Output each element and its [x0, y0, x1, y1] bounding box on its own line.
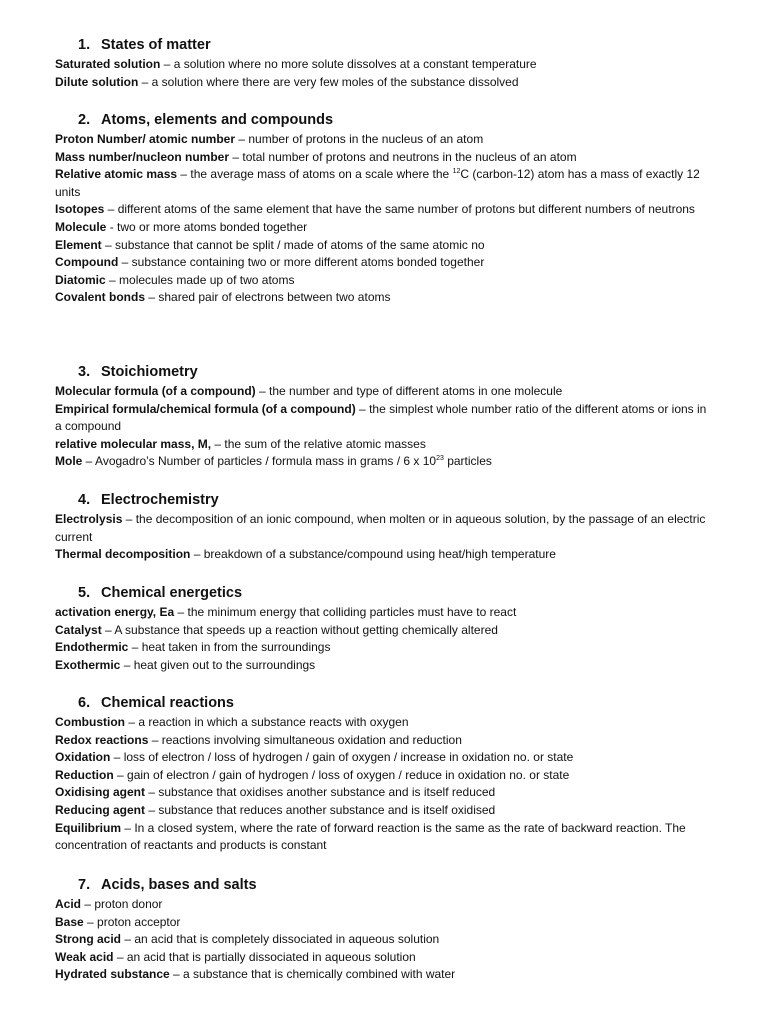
term: Compound	[55, 255, 119, 270]
term: Acid	[55, 897, 82, 911]
term: Empirical formula/chemical formula (of a compound)	[55, 401, 356, 416]
section-chemical-reactions	[55, 694, 715, 855]
term: Molecule	[55, 219, 107, 234]
definition: Compound – substance containing two or more different atoms bonded together	[55, 255, 485, 270]
term: Reduction	[55, 767, 114, 782]
section-states-of-matter	[55, 36, 715, 91]
section-title: 4. Electrochemistry	[78, 492, 219, 508]
definition: Acid – proton donor	[55, 897, 163, 911]
term: Mass number/nucleon number	[55, 149, 230, 164]
term: Relative atomic mass	[55, 167, 178, 182]
definition: Hydrated substance – a substance that is chemically combined with water	[55, 967, 456, 982]
definition: Oxidising agent – substance that oxidises another substance and is itself reduced	[55, 785, 496, 800]
term: Electrolysis	[55, 512, 123, 526]
definition: Strong acid – an acid that is completely dissociated in aqueous solution	[55, 932, 440, 947]
definition: Endothermic – heat taken in from the surroundings	[55, 640, 331, 655]
definition: Oxidation – loss of electron / loss of hydrogen / gain of oxygen / increase in oxidation no. or state	[55, 750, 574, 765]
definition: Molecular formula (of a compound) – the number and type of different atoms in one molecule	[55, 384, 563, 398]
section-title: 5. Chemical energetics	[78, 585, 243, 601]
definition: Weak acid – an acid that is partially dissociated in aqueous solution	[55, 949, 416, 964]
superscript: 23	[436, 455, 444, 463]
definition: Saturated solution – a solution where no more solute dissolves at a constant temperature	[55, 57, 537, 71]
term: relative molecular mass, M,	[55, 436, 212, 451]
term: Diatomic	[55, 272, 106, 287]
definition: Base – proton acceptor	[55, 914, 181, 929]
term: Thermal decomposition	[55, 547, 191, 562]
definition: Exothermic – heat given out to the surroundings	[55, 657, 316, 672]
section-acids-bases-salts	[55, 876, 715, 984]
section-chemical-energetics	[55, 584, 715, 674]
term: Equilibrium	[55, 820, 121, 835]
definition: Equilibrium – In a closed system, where the rate of forward reaction is the same as the rate of backward reaction. The concentration of reactants and products is constant	[55, 820, 686, 853]
term: Mole	[55, 454, 83, 469]
term: Oxidising agent	[55, 785, 146, 800]
term: Strong acid	[55, 932, 122, 947]
superscript: 12	[452, 168, 461, 176]
term: Covalent bonds	[55, 290, 146, 305]
definition: Combustion – a reaction in which a substance reacts with oxygen	[55, 715, 409, 729]
section-title: 2. Atoms, elements and compounds	[78, 112, 334, 128]
term: Weak acid	[55, 949, 114, 964]
definition: Empirical formula/chemical formula (of a compound) – the simplest whole number ratio of the different atoms or ions in a compound	[55, 401, 707, 434]
section-title: 7. Acids, bases and salts	[78, 877, 257, 893]
term: Hydrated substance	[55, 967, 170, 982]
definition: Diatomic – molecules made up of two atoms	[55, 272, 295, 287]
section-title: 3. Stoichiometry	[78, 364, 198, 380]
term: Exothermic	[55, 657, 121, 672]
definition: Mass number/nucleon number – total number of protons and neutrons in the nucleus of an atom	[55, 149, 577, 164]
term: Element	[55, 237, 102, 252]
term: Base	[55, 914, 84, 929]
definition: activation energy, Ea – the minimum energy that colliding particles must have to react	[55, 605, 517, 619]
section-title: 6. Chemical reactions	[78, 695, 234, 711]
definition: Electrolysis – the decomposition of an ionic compound, when molten or in aqueous solution, by the passage of an electric current	[55, 512, 706, 544]
definition: Molecule - two or more atoms bonded together	[55, 219, 308, 234]
term: Molecular formula (of a compound)	[55, 384, 256, 398]
term: Dilute solution	[55, 74, 139, 89]
definition: Thermal decomposition – breakdown of a substance/compound using heat/high temperature	[55, 547, 556, 562]
term: Catalyst	[55, 622, 102, 637]
term: Combustion	[55, 715, 125, 729]
term: Proton Number/ atomic number	[55, 132, 236, 146]
term: activation energy, Ea	[55, 605, 175, 619]
section-electrochemistry	[55, 491, 715, 564]
section-stoichiometry	[55, 363, 715, 471]
definition: Redox reactions – reactions involving simultaneous oxidation and reduction	[55, 732, 462, 747]
definition: Dilute solution – a solution where there are very few moles of the substance dissolved	[55, 74, 519, 89]
term: Oxidation	[55, 750, 111, 765]
definition: Mole – Avogadro’s Number of particles / formula mass in grams / 6 x $10^{23}$ particles	[55, 454, 492, 469]
definition: Covalent bonds – shared pair of electrons between two atoms	[55, 290, 391, 305]
term: Endothermic	[55, 640, 129, 655]
definition: Catalyst – A substance that speeds up a reaction without getting chemically altered	[55, 622, 498, 637]
definition: Proton Number/ atomic number – number of protons in the nucleus of an atom	[55, 132, 484, 146]
definition: Reducing agent – substance that reduces another substance and is itself oxidised	[55, 802, 496, 817]
term: Saturated solution	[55, 57, 161, 71]
section-title: 1. States of matter	[78, 37, 211, 53]
term: Isotopes	[55, 202, 105, 217]
definition: Relative atomic mass – the average mass of atoms on a scale where the $^{12}$C (carbon-12) atom has a mass of exactly 12 units	[55, 167, 700, 199]
definition: relative molecular mass, M, – the sum of the relative atomic masses	[55, 436, 426, 451]
definition: Reduction – gain of electron / gain of hydrogen / loss of oxygen / reduce in oxidation no. or state	[55, 767, 570, 782]
definition: Element – substance that cannot be split / made of atoms of the same atomic no	[55, 237, 485, 252]
definition: Isotopes – different atoms of the same element that have the same number of protons but different numbers of neutrons	[55, 202, 695, 217]
term: Redox reactions	[55, 732, 149, 747]
term: Reducing agent	[55, 802, 146, 817]
section-atoms-elements-compounds	[55, 111, 715, 307]
